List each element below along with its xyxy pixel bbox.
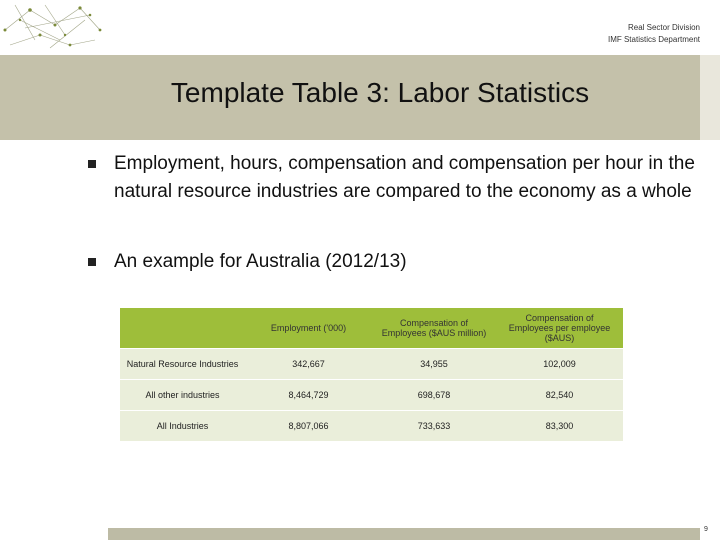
table-header-cell: Employment ('000) (245, 308, 372, 349)
table-header-cell: Compensation of Employees ($AUS million) (372, 308, 496, 349)
labor-statistics-table (120, 308, 623, 442)
bullet-square-icon (88, 258, 96, 266)
footer-bar (108, 528, 700, 540)
table-header-cell (120, 308, 245, 349)
table-row (120, 411, 623, 442)
table-cell: 34,955 (372, 349, 496, 380)
slide-title: Template Table 3: Labor Statistics (170, 77, 590, 108)
table-cell: 82,540 (496, 380, 623, 411)
bullet-square-icon (88, 160, 96, 168)
table-cell: Natural Resource Industries (120, 349, 245, 380)
table-cell: 8,807,066 (245, 411, 372, 442)
bullet-item (82, 150, 702, 206)
table-cell: 342,667 (245, 349, 372, 380)
network-graph-logo (0, 0, 110, 55)
bullet-text: An example for Australia (2012/13) (114, 251, 407, 272)
table-row (120, 349, 623, 380)
bullet-text: Employment, hours, compensation and compensation per hour in the natural resource industries are compared to the economy as a whole (114, 153, 695, 202)
table-cell: 698,678 (372, 380, 496, 411)
table-cell: All Industries (120, 411, 245, 442)
table-cell: 102,009 (496, 349, 623, 380)
table-header-cell: Compensation of Employees per employee ($AUS) (496, 308, 623, 349)
table-header-row (120, 308, 623, 349)
division-label: Real Sector Division (627, 23, 700, 32)
header-info (608, 22, 700, 46)
bullet-item (82, 248, 702, 276)
table-cell: 733,633 (372, 411, 496, 442)
table-row (120, 380, 623, 411)
page-number: 9 (704, 526, 708, 533)
table-cell: 83,300 (496, 411, 623, 442)
table-cell: All other industries (120, 380, 245, 411)
table-cell: 8,464,729 (245, 380, 372, 411)
bullet-list (82, 150, 702, 276)
department-label: IMF Statistics Department (607, 35, 700, 44)
